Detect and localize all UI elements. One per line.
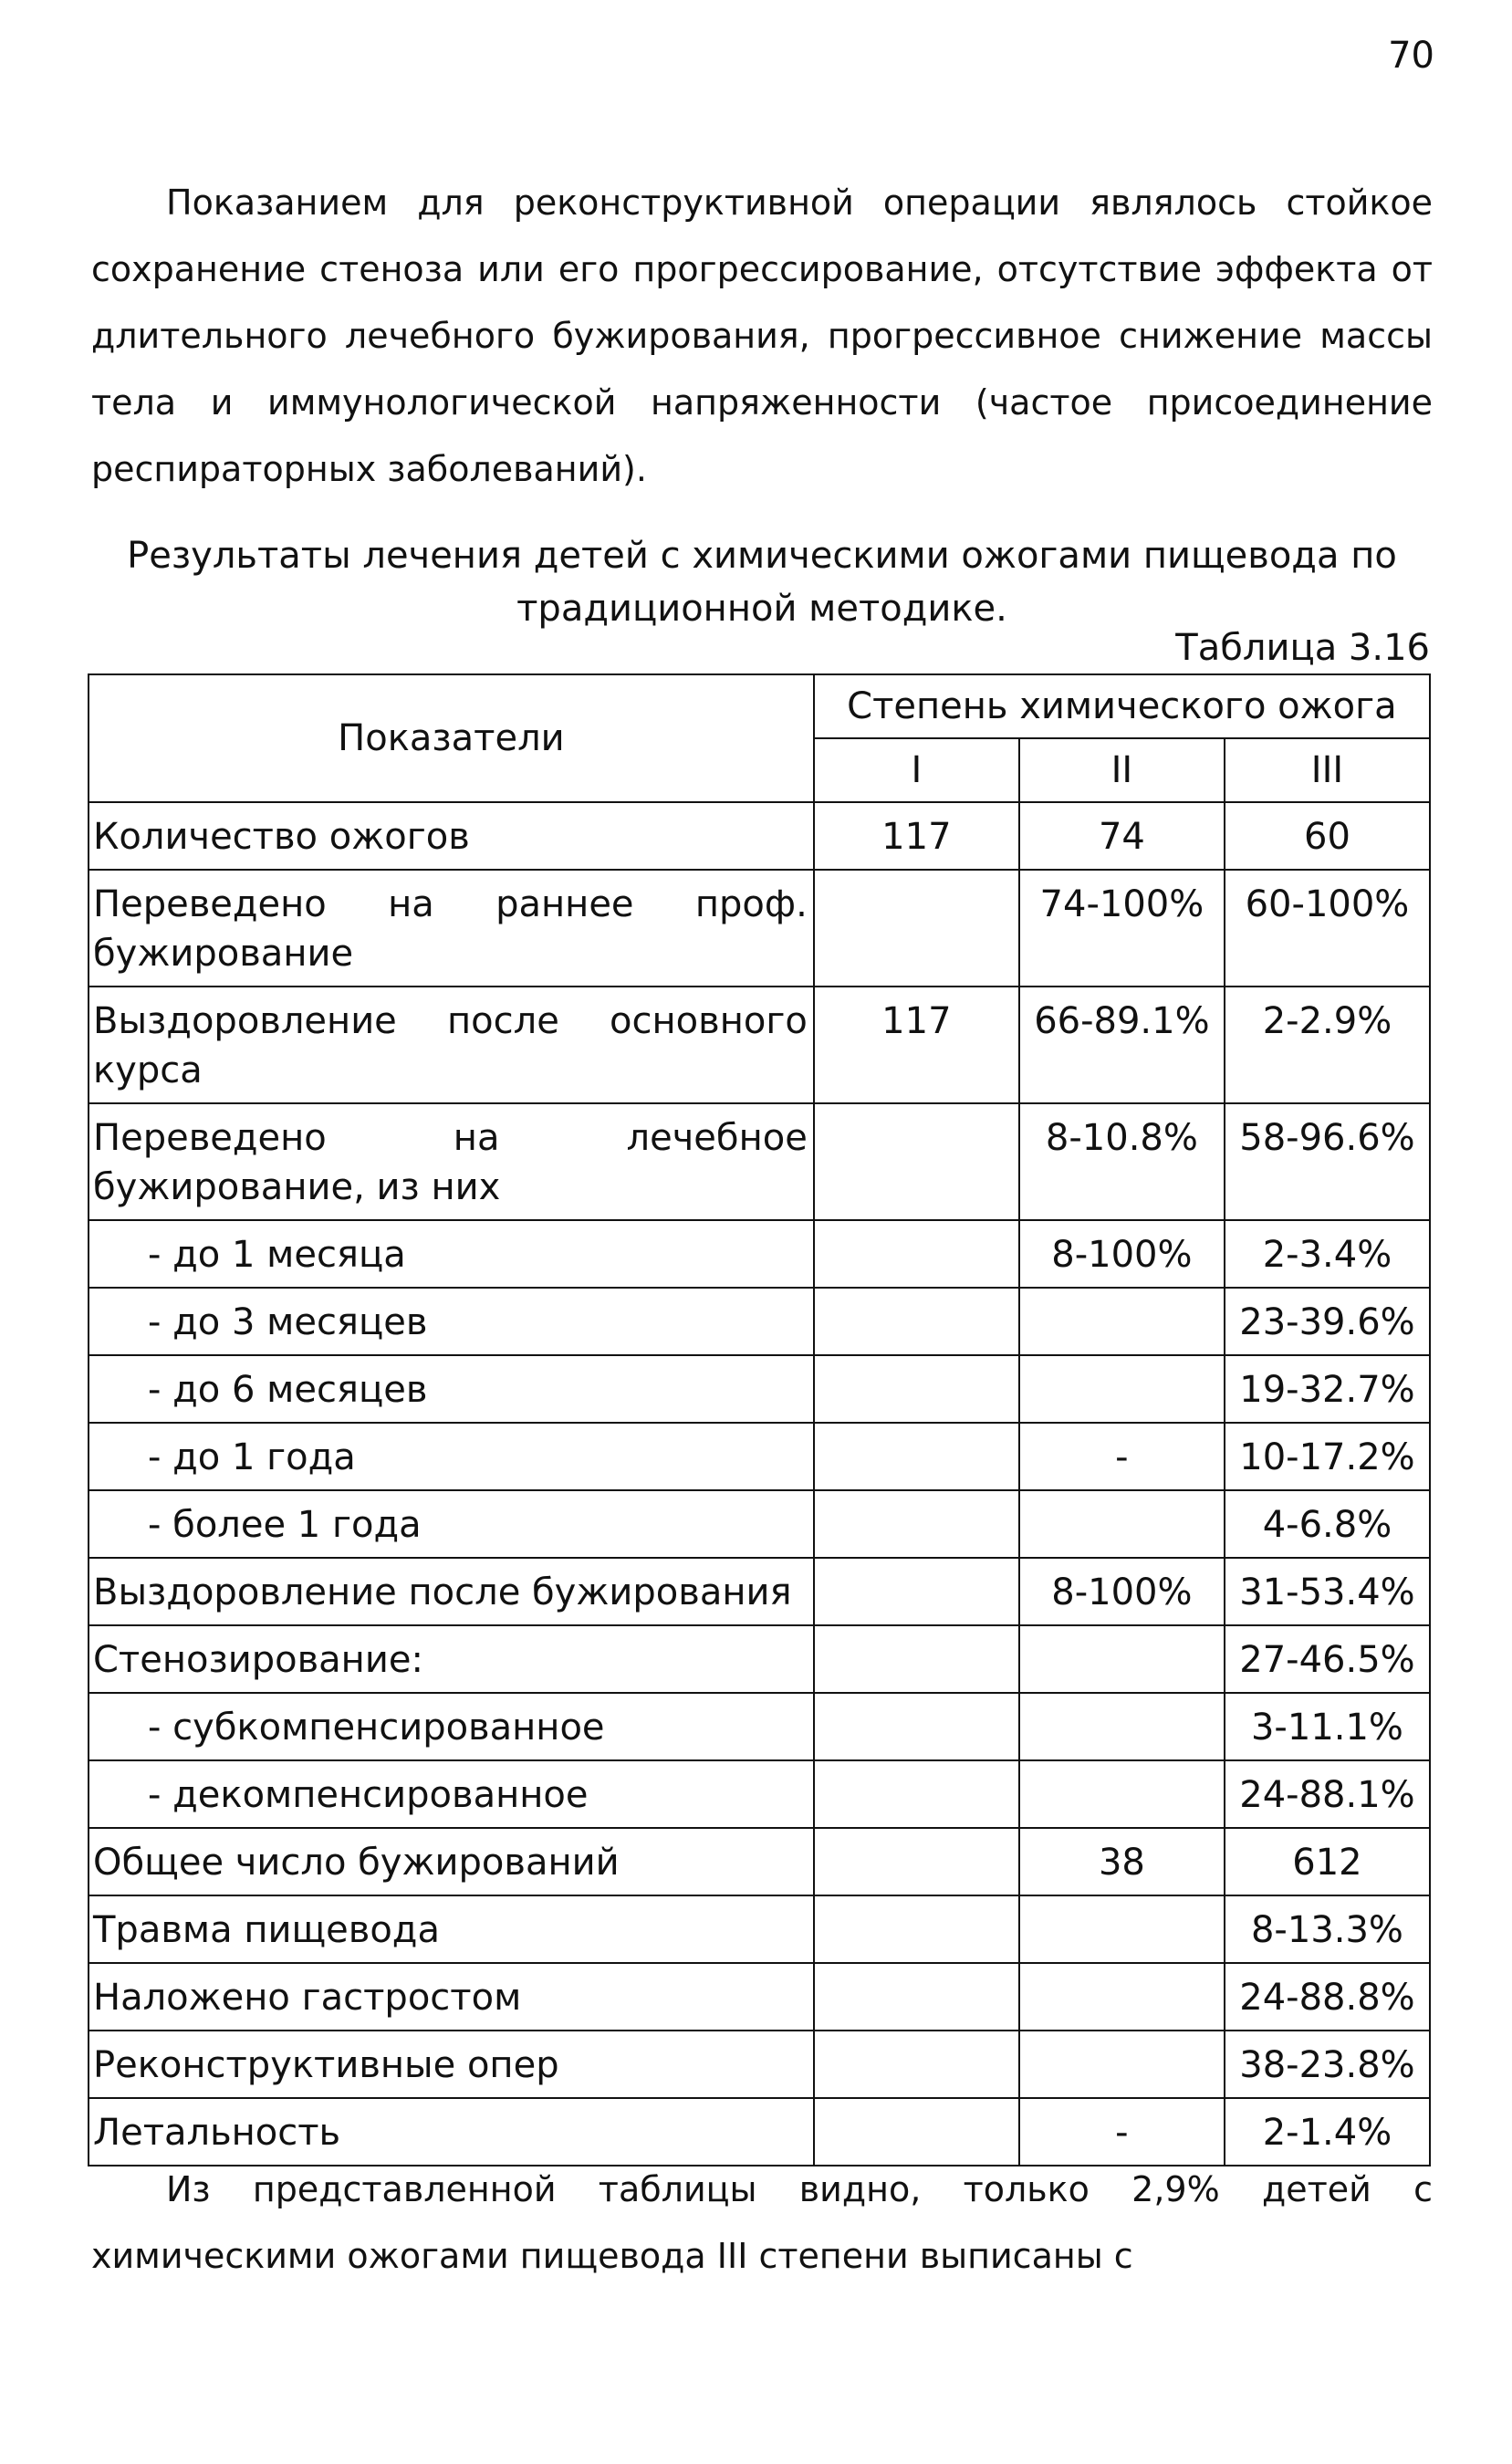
grade-3-value: 38-23.8% — [1225, 2031, 1430, 2098]
grade-1-value — [814, 1895, 1019, 1963]
grade-3-value: 2-3.4% — [1225, 1220, 1430, 1288]
table-row — [89, 1895, 1430, 1963]
row-label: - до 1 месяца — [89, 1220, 814, 1288]
grade-2-value — [1019, 1355, 1225, 1423]
table-row — [89, 1625, 1430, 1693]
row-label: - до 1 года — [89, 1423, 814, 1490]
grade-3-value: 2-1.4% — [1225, 2098, 1430, 2166]
grade-2-value — [1019, 1490, 1225, 1558]
header-grade-3: III — [1225, 738, 1430, 802]
header-grade-1: I — [814, 738, 1019, 802]
grade-1-value — [814, 2098, 1019, 2166]
table-title: Результаты лечения детей с химическими ожогами пищевода по традиционной методике. — [127, 535, 1397, 630]
table-row — [89, 1288, 1430, 1355]
table-row — [89, 1828, 1430, 1895]
grade-2-value — [1019, 1625, 1225, 1693]
grade-1-value — [814, 1558, 1019, 1625]
row-label: Количество ожогов — [89, 802, 814, 870]
grade-3-value: 58-96.6% — [1225, 1103, 1430, 1220]
grade-1-value — [814, 1963, 1019, 2031]
row-label: Наложено гастростом — [89, 1963, 814, 2031]
grade-3-value: 27-46.5% — [1225, 1625, 1430, 1693]
grade-3-value: 612 — [1225, 1828, 1430, 1895]
grade-2-value — [1019, 1760, 1225, 1828]
row-label: Стенозирование: — [89, 1625, 814, 1693]
table-row — [89, 1693, 1430, 1760]
row-label: Летальность — [89, 2098, 814, 2166]
grade-3-value: 10-17.2% — [1225, 1423, 1430, 1490]
table-row — [89, 1760, 1430, 1828]
grade-2-value: 8-10.8% — [1019, 1103, 1225, 1220]
grade-1-value — [814, 870, 1019, 987]
table-row — [89, 2031, 1430, 2098]
table-row — [89, 2098, 1430, 2166]
row-label: - субкомпенсированное — [89, 1693, 814, 1760]
grade-1-value — [814, 1355, 1019, 1423]
grade-3-value: 23-39.6% — [1225, 1288, 1430, 1355]
grade-3-value: 4-6.8% — [1225, 1490, 1430, 1558]
grade-2-value — [1019, 1895, 1225, 1963]
table-number: Таблица 3.16 — [1175, 627, 1430, 669]
grade-1-value: 117 — [814, 987, 1019, 1103]
grade-1-value — [814, 1220, 1019, 1288]
table-row — [89, 1490, 1430, 1558]
grade-2-value: 74 — [1019, 802, 1225, 870]
table-row — [89, 870, 1430, 987]
table-row — [89, 1103, 1430, 1220]
row-label: Переведено на раннее проф. бужирование — [89, 870, 814, 987]
grade-1-value — [814, 1423, 1019, 1490]
grade-1-value: 117 — [814, 802, 1019, 870]
grade-3-value: 24-88.1% — [1225, 1760, 1430, 1828]
table-row — [89, 1558, 1430, 1625]
row-label: Выздоровление после бужирования — [89, 1558, 814, 1625]
row-label: Травма пищевода — [89, 1895, 814, 1963]
grade-2-value: 74-100% — [1019, 870, 1225, 987]
grade-1-value — [814, 1288, 1019, 1355]
page-number: 70 — [1388, 35, 1434, 77]
row-label: Выздоровление после основного курса — [89, 987, 814, 1103]
header-indicator: Показатели — [89, 674, 814, 802]
row-label: Реконструктивные опер — [89, 2031, 814, 2098]
grade-2-value — [1019, 1963, 1225, 2031]
row-label: Общее число бужирований — [89, 1828, 814, 1895]
grade-1-value — [814, 1828, 1019, 1895]
grade-2-value — [1019, 1288, 1225, 1355]
row-label: - декомпенсированное — [89, 1760, 814, 1828]
table-row — [89, 802, 1430, 870]
table-row — [89, 1423, 1430, 1490]
grade-3-value: 60-100% — [1225, 870, 1430, 987]
grade-1-value — [814, 1103, 1019, 1220]
grade-3-value: 8-13.3% — [1225, 1895, 1430, 1963]
grade-2-value: 8-100% — [1019, 1558, 1225, 1625]
table-row — [89, 1220, 1430, 1288]
grade-1-value — [814, 1760, 1019, 1828]
grade-1-value — [814, 1693, 1019, 1760]
grade-3-value: 24-88.8% — [1225, 1963, 1430, 2031]
grade-2-value: - — [1019, 2098, 1225, 2166]
grade-1-value — [814, 2031, 1019, 2098]
header-burn-grade: Степень химического ожога — [814, 674, 1430, 738]
grade-1-value — [814, 1625, 1019, 1693]
row-label: Переведено на лечебное бужирование, из них — [89, 1103, 814, 1220]
results-table — [88, 673, 1431, 2166]
grade-3-value: 19-32.7% — [1225, 1355, 1430, 1423]
grade-2-value: - — [1019, 1423, 1225, 1490]
row-label: - до 6 месяцев — [89, 1355, 814, 1423]
grade-1-value — [814, 1490, 1019, 1558]
row-label: - более 1 года — [89, 1490, 814, 1558]
grade-3-value: 2-2.9% — [1225, 987, 1430, 1103]
grade-2-value: 8-100% — [1019, 1220, 1225, 1288]
grade-2-value: 38 — [1019, 1828, 1225, 1895]
grade-2-value — [1019, 2031, 1225, 2098]
grade-3-value: 31-53.4% — [1225, 1558, 1430, 1625]
grade-2-value — [1019, 1693, 1225, 1760]
grade-3-value: 60 — [1225, 802, 1430, 870]
grade-3-value: 3-11.1% — [1225, 1693, 1430, 1760]
intro-paragraph: Показанием для реконструктивной операции являлось стойкое сохранение стеноза или его прогрессирование, отсутствие эффекта от длительного лечебного бужирования, прогрессивное снижение массы тела и иммунологической напряженности (частое присоединение респираторных заболеваний). — [91, 183, 1433, 489]
row-label: - до 3 месяцев — [89, 1288, 814, 1355]
table-row — [89, 1355, 1430, 1423]
grade-2-value: 66-89.1% — [1019, 987, 1225, 1103]
table-row — [89, 1963, 1430, 2031]
header-grade-2: II — [1019, 738, 1225, 802]
conclusion-paragraph: Из представленной таблицы видно, только 2,9% детей с химическими ожогами пищевода III степени выписаны с — [91, 2169, 1433, 2276]
table-row — [89, 987, 1430, 1103]
